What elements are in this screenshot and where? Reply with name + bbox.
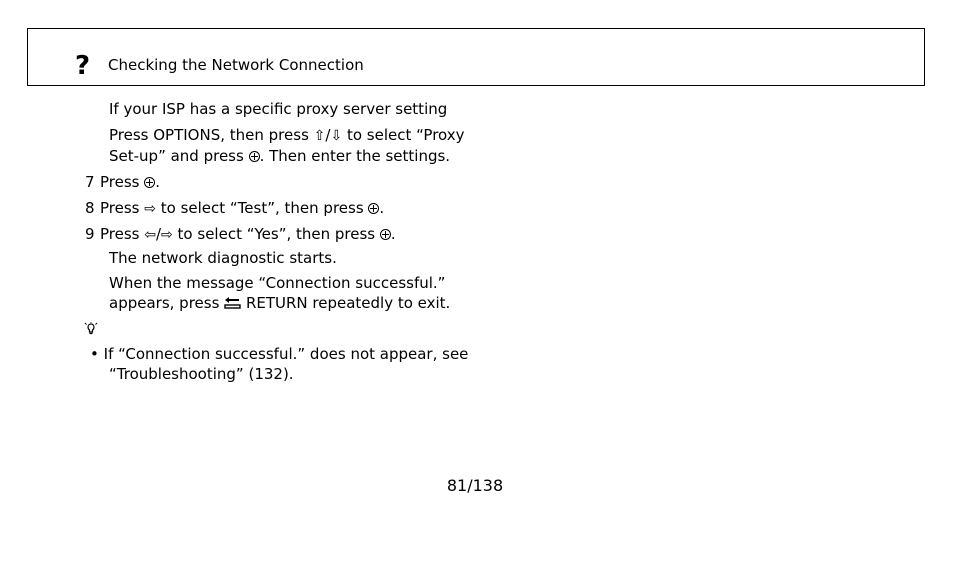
hint-line2: “Troubleshooting” (132). bbox=[109, 365, 294, 383]
message-line2: appears, press RETURN repeatedly to exit. bbox=[109, 294, 451, 312]
down-arrow-icon: ⇩ bbox=[330, 128, 343, 144]
step-9: 9 Press ⇦/⇨ to select “Yes”, then press . bbox=[85, 225, 396, 243]
step-7: 7 Press . bbox=[85, 173, 161, 191]
diagnostic-starts-text: The network diagnostic starts. bbox=[109, 249, 337, 267]
proxy-heading: If your ISP has a specific proxy server setting bbox=[109, 100, 448, 118]
help-question-icon: ? bbox=[75, 51, 91, 81]
enter-button-icon bbox=[249, 151, 260, 162]
right-arrow-icon: ⇨ bbox=[144, 201, 156, 217]
return-icon bbox=[224, 297, 241, 309]
step-8: 8 Press ⇨ to select “Test”, then press . bbox=[85, 199, 385, 217]
page-title: Checking the Network Connection bbox=[108, 56, 364, 74]
page-number: 81/138 bbox=[446, 476, 504, 495]
page-header bbox=[27, 28, 925, 86]
enter-button-icon bbox=[368, 203, 379, 214]
lightbulb-hint-icon bbox=[84, 321, 98, 340]
left-arrow-icon: ⇦ bbox=[144, 227, 156, 243]
right-arrow-icon: ⇨ bbox=[161, 227, 173, 243]
up-arrow-icon: ⇧ bbox=[313, 128, 326, 144]
message-line1: When the message “Connection successful.” bbox=[109, 274, 446, 292]
hint-line1: • If “Connection successful.” does not appear, see bbox=[90, 345, 469, 363]
proxy-instruction-line2: Set-up” and press . Then enter the settings. bbox=[109, 147, 451, 165]
proxy-instruction-line1: Press OPTIONS, then press ⇧/⇩ to select “Proxy bbox=[109, 126, 465, 144]
enter-button-icon bbox=[144, 177, 155, 188]
enter-button-icon bbox=[380, 229, 391, 240]
